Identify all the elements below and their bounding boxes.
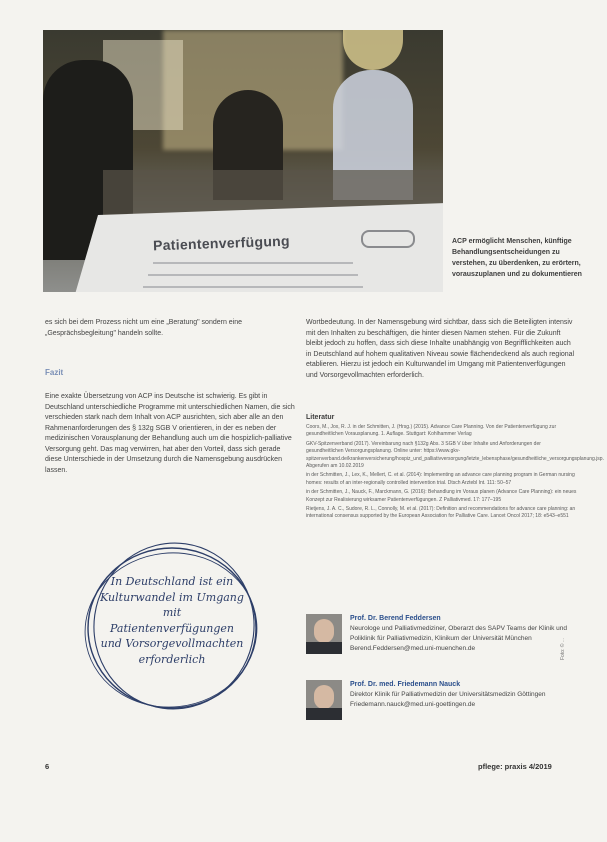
- quote-text: In Deutschland ist ein Kulturwandel im Umgang mit Patientenverfügungen und Vorsorgevollmachten erforderlich: [100, 575, 244, 666]
- author-name: Prof. Dr. Berend Feddersen: [350, 615, 441, 622]
- form-line: [143, 286, 363, 288]
- literature-heading: Literatur: [306, 414, 335, 421]
- author-face: [314, 619, 334, 643]
- author-email[interactable]: Berend.Feddersen@med.uni-muenchen.de: [350, 645, 476, 652]
- article-photo: [43, 30, 443, 292]
- author-role: Neurologe und Palliativmediziner, Oberarzt des SAPV Teams der Klinik und Poliklinik für Palliativmedizin, Klinikum der Universität München: [350, 625, 568, 642]
- literature-item: in der Schmitten, J., Lex, K., Mellert, C. et al. (2014): Implementing an advance care planning program in German nursing homes: results of an inter-regionally controlled intervention trial. Dtsch Arztebl Int. 111: 50–57: [306, 472, 575, 486]
- photo-credit: Foto: © ...: [560, 637, 566, 660]
- literature-item: Rietjens, J. A. C., Sudore, R. L., Connolly, M. et al. (2017): Definition and recommendations for advance care planning: an international consensus supported by the European Association for Palliative Care. Lancet Oncol 2017; 18: e543–e551: [306, 506, 576, 520]
- photo-lamp: [343, 30, 403, 70]
- literature-item: GKV-Spitzenverband (2017). Vereinbarung nach §132g Abs. 3 SGB V über Inhalte und Anforderungen der gesundheitlichen Versorgungsplanung. Online unter: https://www.gkv-spitzenverband.de/krankenversicherung/hospiz_und_palliativversorgung/letzte_lebensphase/gesundheitliche_versorgungsplanung.jsp. Abgerufen am 10.02.2019: [306, 440, 604, 470]
- pull-quote: [82, 540, 262, 716]
- author-suit: [306, 642, 342, 654]
- author-role: Direktor Klinik für Palliativmedizin der Universitätsmedizin Göttingen: [350, 691, 546, 698]
- form-line: [148, 274, 358, 276]
- form-logo: [361, 230, 415, 248]
- intro-paragraph: es sich bei dem Prozess nicht um eine „Beratung" sondern eine „Gesprächsbegleitung" handeln sollte.: [45, 319, 243, 337]
- author-suit: [306, 708, 342, 720]
- fazit-paragraph: Eine exakte Übersetzung von ACP ins Deutsche ist schwierig. Es gibt in Deutschland unterschiedliche Programme mit unterschiedlichen Namen, die sich verschieden stark nach dem Inhalt von ACP ausrichten, sich aber alle an den Rahmenanforderungen des § 132g SGB V orientieren, in der es neben der medizinischen Vorausplanung der Behandlung auch um die hospizlich-palliative Versorgung geht. Das mag verwirren, hat aber den Vorteil, dass sich gerade diese Unterschiede in der Umsetzung durch die Namensgebung ausdrücken lassen.: [45, 393, 295, 474]
- page-number: 6: [45, 762, 50, 771]
- literature-item: Coors, M., Jox, R. J. in der Schmitten, J. (Hrsg.) (2015). Advance Care Planning. Von der Patientenverfügung zur gesundheitlichen Vorausplanung. 1. Auflage. Stuttgart: Kohlhammer Verlag: [306, 424, 557, 438]
- photo-caption: ACP ermöglicht Menschen, künftige Behandlungsentscheidungen zu verstehen, zu überdenken, zu erörtern, vorauszuplanen und zu dokumentieren: [452, 238, 582, 278]
- author-face: [314, 685, 334, 709]
- author-email[interactable]: Friedemann.nauck@med.uni-goettingen.de: [350, 701, 476, 708]
- author-portrait: [306, 680, 342, 720]
- literature-list: [306, 424, 604, 523]
- fazit-heading: Fazit: [45, 368, 64, 377]
- form-title: Patientenverfügung: [152, 232, 291, 254]
- author-portrait: [306, 614, 342, 654]
- author-info: [350, 680, 578, 710]
- right-paragraph: Wortbedeutung. In der Namensgebung wird sichtbar, dass sich die Beteiligten intensiv mit den Inhalten zu beschäftigen, die hinter diesen Namen stehen. Für die Zukunft bleibt jedoch zu hoffen, dass sich diese Inhalte unabhängig von Begrifflichkeiten auch in Deutschland auf hohem qualitativen Niveau sowie flächendeckend als auch regional etablieren. Hierzu ist jedoch ein Kulturwandel im Umgang mit Patientenverfügungen und Vorsorgevollmachten erforderlich.: [306, 319, 575, 379]
- author-name: Prof. Dr. med. Friedemann Nauck: [350, 681, 461, 688]
- literature-item: in der Schmitten, J., Nauck, F., Marckmann, G. (2016): Behandlung im Voraus planen (Advance Care Planning): ein neues Konzept zur Realisierung wirksamer Patientenverfügungen. Z Palliativmed. 17: 177–195: [306, 489, 577, 503]
- form-line: [153, 262, 353, 264]
- journal-name: pflege: praxis 4/2019: [478, 762, 552, 771]
- author-info: [350, 614, 578, 654]
